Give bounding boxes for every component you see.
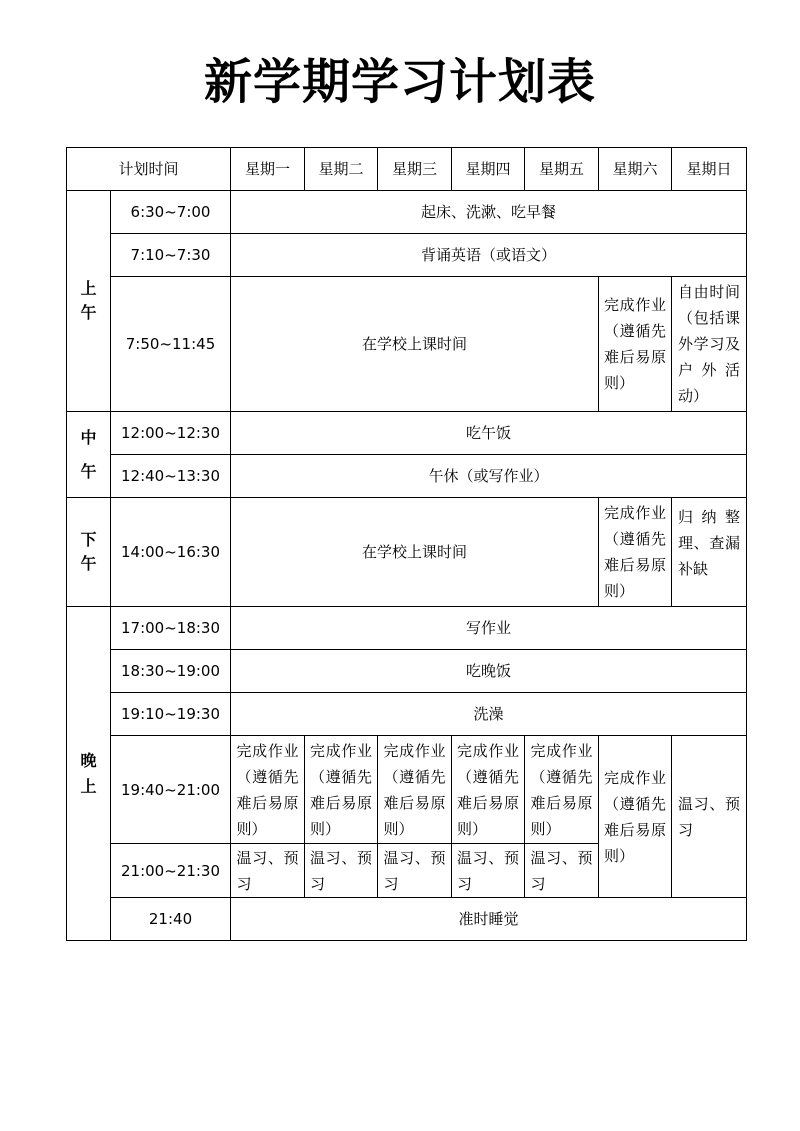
period-morning xyxy=(67,191,111,412)
activity-cell: 写作业 xyxy=(231,607,747,650)
time-cell: 21:40 xyxy=(111,898,231,941)
activity-cell: 吃午饭 xyxy=(231,412,747,455)
header-day-tue: 星期二 xyxy=(305,148,378,191)
period-afternoon xyxy=(67,498,111,607)
sunday-cell xyxy=(672,277,747,412)
header-day-mon: 星期一 xyxy=(231,148,305,191)
saturday-text: 完成作业（遵循先难后易原则） xyxy=(604,296,667,392)
table-row xyxy=(67,650,747,693)
page-title: 新学期学习计划表 xyxy=(203,54,596,110)
header-day-wed: 星期三 xyxy=(378,148,452,191)
thursday-text: 完成作业（遵循先难后易原则） xyxy=(457,741,520,838)
saturday-cell xyxy=(599,277,672,412)
monday-text: 完成作业（遵循先难后易原则） xyxy=(236,741,299,838)
monday-text: 温习、预习 xyxy=(236,848,299,893)
period-noon-label: 中午 xyxy=(80,427,97,481)
header-row xyxy=(67,148,747,191)
table-row xyxy=(67,498,747,607)
header-day-sat: 星期六 xyxy=(599,148,672,191)
table-row xyxy=(67,898,747,941)
time-cell: 6:30~7:00 xyxy=(111,191,231,234)
time-cell: 18:30~19:00 xyxy=(111,650,231,693)
study-plan-table xyxy=(66,147,747,941)
tuesday-text: 温习、预习 xyxy=(310,848,373,893)
time-cell: 21:00~21:30 xyxy=(111,844,231,898)
header-day-thu: 星期四 xyxy=(452,148,525,191)
friday-text: 完成作业（遵循先难后易原则） xyxy=(530,741,593,838)
sunday-text: 温习、预习 xyxy=(678,794,741,839)
friday-cell xyxy=(525,844,599,898)
saturday-cell xyxy=(599,736,672,898)
table-row xyxy=(67,455,747,498)
time-cell: 14:00~16:30 xyxy=(111,498,231,607)
period-afternoon-label: 下午 xyxy=(80,530,97,573)
monday-cell xyxy=(231,736,305,844)
wednesday-text: 温习、预习 xyxy=(383,848,446,893)
table-row xyxy=(67,277,747,412)
table-row xyxy=(67,412,747,455)
table-row xyxy=(67,191,747,234)
period-noon xyxy=(67,412,111,498)
activity-cell: 吃晚饭 xyxy=(231,650,747,693)
wednesday-cell xyxy=(378,844,452,898)
activity-cell: 背诵英语（或语文） xyxy=(231,234,747,277)
header-day-fri: 星期五 xyxy=(525,148,599,191)
friday-text: 温习、预习 xyxy=(530,848,593,893)
activity-cell: 在学校上课时间 xyxy=(231,277,599,412)
period-morning-label: 上午 xyxy=(80,279,97,322)
wednesday-text: 完成作业（遵循先难后易原则） xyxy=(383,741,446,838)
saturday-text: 完成作业（遵循先难后易原则） xyxy=(604,768,667,865)
activity-cell: 午休（或写作业） xyxy=(231,455,747,498)
monday-cell xyxy=(231,844,305,898)
period-evening xyxy=(67,607,111,941)
activity-cell: 准时睡觉 xyxy=(231,898,747,941)
sunday-text: 自由时间（包括课外学习及户外活动） xyxy=(678,283,741,405)
activity-cell: 在学校上课时间 xyxy=(231,498,599,607)
table-row xyxy=(67,234,747,277)
activity-cell: 洗澡 xyxy=(231,693,747,736)
tuesday-text: 完成作业（遵循先难后易原则） xyxy=(310,741,373,838)
sunday-text: 归纳整理、查漏补缺 xyxy=(678,508,741,578)
table-row xyxy=(67,693,747,736)
activity-cell: 起床、洗漱、吃早餐 xyxy=(231,191,747,234)
thursday-cell xyxy=(452,736,525,844)
time-cell: 17:00~18:30 xyxy=(111,607,231,650)
saturday-cell xyxy=(599,498,672,607)
wednesday-cell xyxy=(378,736,452,844)
thursday-cell xyxy=(452,844,525,898)
table-row xyxy=(67,736,747,844)
table-row xyxy=(67,607,747,650)
tuesday-cell xyxy=(305,844,378,898)
header-plan-time: 计划时间 xyxy=(67,148,231,191)
time-cell: 12:00~12:30 xyxy=(111,412,231,455)
friday-cell xyxy=(525,736,599,844)
period-evening-label: 晚上 xyxy=(80,750,97,796)
saturday-text: 完成作业（遵循先难后易原则） xyxy=(604,504,667,600)
header-day-sun: 星期日 xyxy=(672,148,747,191)
time-cell: 12:40~13:30 xyxy=(111,455,231,498)
time-cell: 7:50~11:45 xyxy=(111,277,231,412)
time-cell: 19:10~19:30 xyxy=(111,693,231,736)
tuesday-cell xyxy=(305,736,378,844)
time-cell: 7:10~7:30 xyxy=(111,234,231,277)
time-cell: 19:40~21:00 xyxy=(111,736,231,844)
sunday-cell xyxy=(672,736,747,898)
sunday-cell xyxy=(672,498,747,607)
thursday-text: 温习、预习 xyxy=(457,848,520,893)
